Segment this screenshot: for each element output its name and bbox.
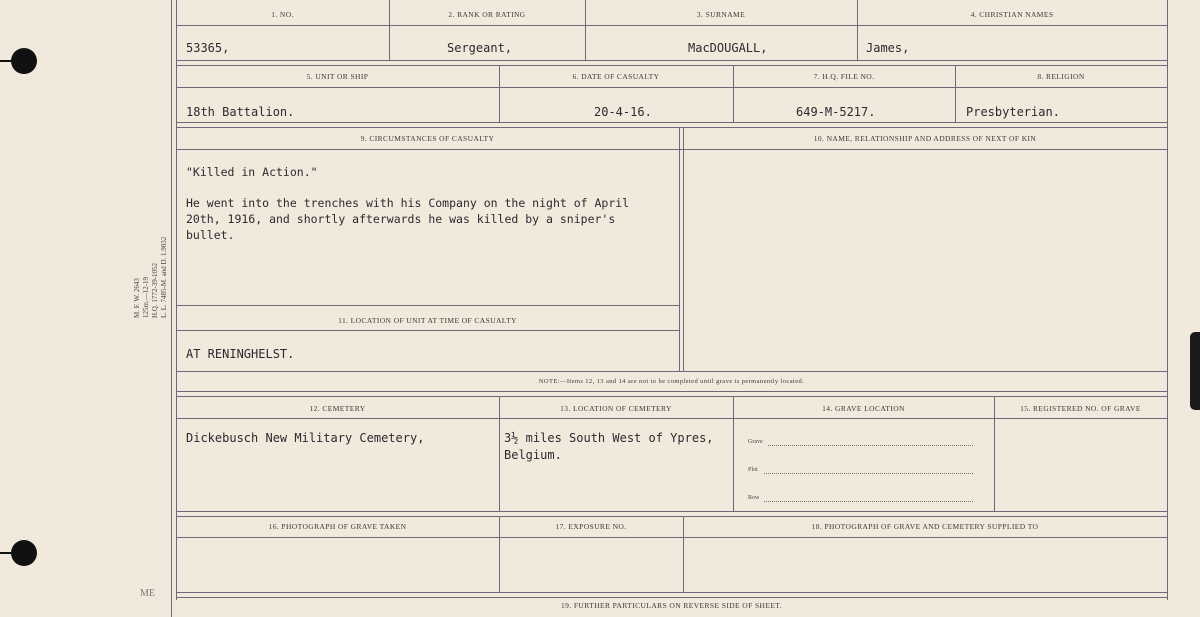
divider <box>585 0 586 60</box>
circumstances-line: "Killed in Action." <box>186 165 318 179</box>
right-border <box>1167 0 1168 600</box>
label-religion: 8. RELIGION <box>1037 72 1085 81</box>
surname-value: MacDOUGALL, <box>688 41 768 55</box>
rule <box>176 25 1167 26</box>
divider <box>389 0 390 60</box>
circumstances-line: bullet. <box>186 228 235 242</box>
circumstances-line: He went into the trenches with his Company on the night of April <box>186 196 630 210</box>
corner-mark: ME <box>140 588 155 599</box>
left-border-inner <box>176 0 177 600</box>
religion-value: Presbyterian. <box>966 105 1060 119</box>
rule-double <box>176 511 1167 517</box>
label-circumstances: 9. CIRCUMSTANCES OF CASUALTY <box>360 134 495 143</box>
label-registered-no: 15. REGISTERED NO. OF GRAVE <box>1020 404 1141 413</box>
regimental-number: 53365, <box>186 41 230 55</box>
label-grave-location: 14. GRAVE LOCATION <box>822 404 905 413</box>
rule-double <box>176 391 1167 397</box>
label-file-no: 7. H.Q. FILE NO. <box>813 72 875 81</box>
label-date: 6. DATE OF CASUALTY <box>572 72 660 81</box>
cemetery-value: Dickebusch New Military Cemetery, <box>186 431 425 445</box>
form-code-line: H.Q. 1772-39-1052 <box>151 262 159 318</box>
label-location-cemetery: 13. LOCATION OF CEMETERY <box>560 404 672 413</box>
label-photograph-supplied: 18. PHOTOGRAPH OF GRAVE AND CEMETERY SUPPLIED TO <box>811 522 1039 531</box>
grave-field-line <box>768 445 973 446</box>
rule <box>176 330 679 331</box>
rule-double <box>176 122 1167 128</box>
unit-value: 18th Battalion. <box>186 105 295 119</box>
grave-field-label: Grave <box>748 439 763 445</box>
row-field-label: Row <box>748 495 760 501</box>
note-text: NOTE:—Items 12, 13 and 14 are not to be completed until grave is permanently located. <box>538 378 805 385</box>
cemetery-location-line: 3½ miles South West of Ypres, <box>504 431 714 445</box>
file-no-value: 649-M-5217. <box>796 105 876 119</box>
label-exposure-no: 17. EXPOSURE NO. <box>555 522 627 531</box>
divider <box>679 127 680 371</box>
label-number: 1. NO. <box>271 10 294 19</box>
divider <box>499 396 500 512</box>
form-code-line: M. F. W. 2643 <box>133 278 141 318</box>
form-code-line: 125m.—12-19 <box>142 276 150 318</box>
location-unit-value: AT RENINGHELST. <box>186 347 295 361</box>
plot-field-label: Plot <box>748 467 758 473</box>
paper-clip-mark <box>1190 332 1200 410</box>
rule <box>176 537 1167 538</box>
footer-note: 19. FURTHER PARTICULARS ON REVERSE SIDE OF SHEET. <box>560 601 782 610</box>
rule <box>176 371 1167 372</box>
label-unit: 5. UNIT OR SHIP <box>306 72 369 81</box>
divider <box>857 0 858 60</box>
rule <box>176 418 1167 419</box>
label-location-unit: 11. LOCATION OF UNIT AT TIME OF CASUALTY <box>338 316 517 325</box>
left-border <box>171 0 172 617</box>
label-cemetery: 12. CEMETERY <box>309 404 366 413</box>
label-christian-names: 4. CHRISTIAN NAMES <box>970 10 1054 19</box>
label-rank: 2. RANK OR RATING <box>448 10 526 19</box>
divider <box>683 127 684 371</box>
plot-field-line <box>764 473 973 474</box>
label-next-of-kin: 10. NAME, RELATIONSHIP AND ADDRESS OF NEXT OF KIN <box>813 134 1037 143</box>
rule <box>176 305 679 306</box>
punch-hole-line <box>0 60 22 62</box>
rank-value: Sergeant, <box>447 41 513 55</box>
label-surname: 3. SURNAME <box>696 10 746 19</box>
cemetery-location-line: Belgium. <box>504 448 562 462</box>
circumstances-line: 20th, 1916, and shortly afterwards he was killed by a sniper's <box>186 212 616 226</box>
label-photograph-taken: 16. PHOTOGRAPH OF GRAVE TAKEN <box>268 522 407 531</box>
form-code-line: L. L. 7485-M. and D. 1.9032 <box>160 236 168 318</box>
date-value: 20-4-16. <box>594 105 652 119</box>
divider <box>733 396 734 512</box>
punch-hole-line <box>0 552 22 554</box>
rule-double <box>176 60 1167 66</box>
divider <box>994 396 995 512</box>
row-field-line <box>764 501 973 502</box>
rule <box>176 87 1167 88</box>
rule-double <box>176 592 1167 598</box>
christian-names-value: James, <box>866 41 910 55</box>
rule <box>176 149 1167 150</box>
